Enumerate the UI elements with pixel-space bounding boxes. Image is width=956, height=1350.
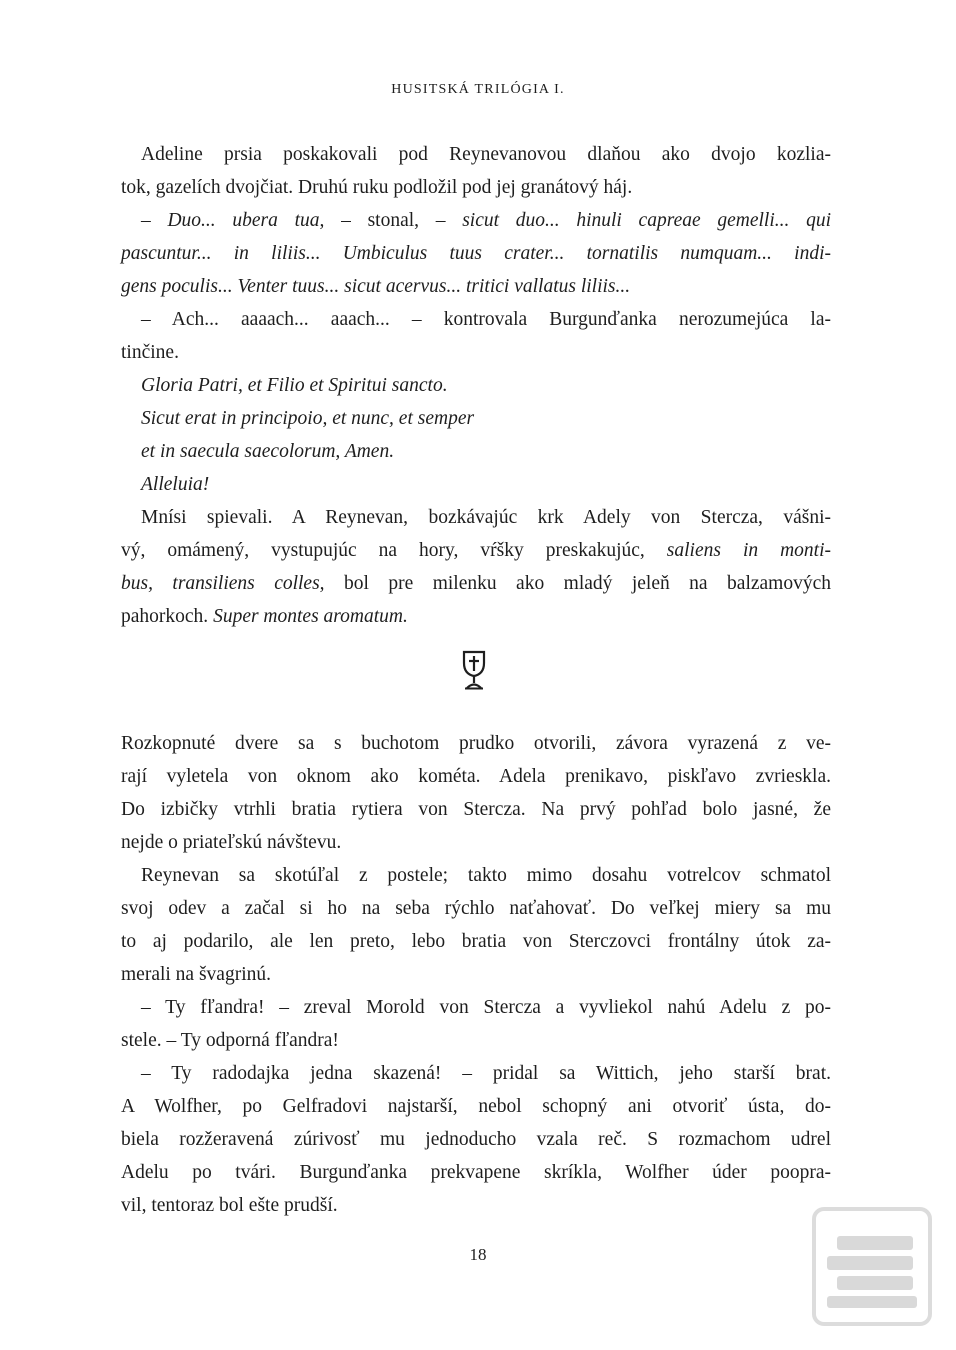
text-line [121, 501, 831, 534]
text-run: pahorkoch. [121, 606, 214, 627]
page-number: 18 [469, 1245, 487, 1264]
text-line [121, 1090, 831, 1123]
text-run: – Ach... aaaach... aaach... – kontrovala Burgunďanka nerozumejúca la- [141, 309, 831, 330]
text-line [121, 435, 831, 468]
text-line [121, 826, 831, 859]
text-run: Adelu po tvári. Burgunďanka prekvapene skríkla, Wolfher úder poopra- [121, 1162, 831, 1183]
text-run: sicut duo... hinuli capreae gemelli... qui [462, 210, 831, 231]
text-run: – stonal, – [324, 210, 463, 231]
text-line [121, 1123, 831, 1156]
text-block-top [121, 138, 831, 633]
text-line [121, 534, 831, 567]
text-line [121, 1156, 831, 1189]
text-run: bol pre milenku ako mladý jeleň na balzamových [324, 573, 831, 594]
text-run: pascuntur... in liliis... Umbiculus tuus crater... tornatilis numquam... indi- [121, 243, 831, 264]
text-line [121, 270, 831, 303]
text-run: – Ty radodajka jedna skazená! – pridal sa Wittich, jeho starší brat. [141, 1063, 831, 1084]
text-line [121, 204, 831, 237]
text-run: to aj podarilo, ale len preto, lebo bratia von Sterczovci frontálny útok za- [121, 931, 831, 952]
text-line [121, 892, 831, 925]
text-run: rají vyletela von oknom ako kométa. Adela prenikavo, piskľavo zvrieskla. [121, 766, 831, 787]
text-run: saliens in monti- [666, 540, 832, 561]
text-run: vý, omámený, vystupujúc na hory, vŕšky preskakujúc, [121, 540, 667, 561]
text-run: Sicut erat in principoio, et nunc, et semper [141, 408, 475, 429]
book-stack-icon [811, 1206, 933, 1327]
text-line [121, 468, 831, 501]
text-line [121, 1024, 831, 1057]
text-run: vil, tentoraz bol ešte prudší. [121, 1195, 338, 1216]
text-line [121, 958, 831, 991]
text-line [121, 336, 831, 369]
text-line [121, 727, 831, 760]
running-header: HUSITSKÁ TRILÓGIA I. [391, 82, 565, 97]
text-run: – Ty fľandra! – zreval Morold von Stercza a vyvliekol nahú Adelu z po- [141, 997, 831, 1018]
text-run: Alleluia! [141, 474, 210, 495]
text-run: Do izbičky vtrhli bratia rytiera von Stercza. Na prvý pohľad bolo jasné, že [121, 799, 831, 820]
text-run: biela rozžeravená zúrivosť mu jednoducho vzala reč. S rozmachom udrel [121, 1129, 831, 1150]
text-line [121, 1189, 831, 1222]
text-line [121, 859, 831, 892]
text-line [121, 1057, 831, 1090]
text-line [121, 925, 831, 958]
text-run: Reynevan sa skotúľal z postele; takto mimo dosahu votrelcov schmatol [141, 865, 831, 886]
text-line [121, 369, 831, 402]
text-run: tok, gazelích dvojčiat. Druhú ruku podložil pod jej granátový háj. [121, 177, 633, 198]
text-line [121, 760, 831, 793]
text-run: Gloria Patri, et Filio et Spiritui sancto. [141, 375, 448, 396]
text-line [121, 567, 831, 600]
text-line [121, 237, 831, 270]
text-line [121, 793, 831, 826]
text-run: A Wolfher, po Gelfradovi najstarší, nebol schopný ani otvoriť ústa, do- [121, 1096, 831, 1117]
text-run: Mnísi spievali. A Reynevan, bozkávajúc krk Adely von Stercza, vášni- [141, 507, 831, 528]
text-run: svoj odev a začal si ho na seba rýchlo naťahovať. Do veľkej miery sa mu [121, 898, 831, 919]
text-run: bus, transiliens colles, [121, 573, 325, 594]
text-run: stele. – Ty odporná fľandra! [121, 1030, 339, 1051]
chalice-icon [461, 650, 487, 690]
text-line [121, 138, 831, 171]
text-run: Super montes aromatum. [213, 606, 408, 627]
text-run: merali na švagrinú. [121, 964, 271, 985]
text-run: Rozkopnuté dvere sa s buchotom prudko otvorili, závora vyrazená z ve- [121, 733, 831, 754]
text-run: nejde o priateľskú návštevu. [121, 832, 342, 853]
text-line [121, 600, 831, 633]
text-run: et in saecula saecolorum, Amen. [141, 441, 395, 462]
text-run: Adeline prsia poskakovali pod Reynevanovou dlaňou ako dvojo kozlia- [141, 144, 831, 165]
text-line [121, 171, 831, 204]
text-run: – [141, 210, 168, 231]
text-line [121, 991, 831, 1024]
text-run: tinčine. [121, 342, 179, 363]
text-run: Duo... ubera tua, [167, 210, 325, 231]
text-run: gens poculis... Venter tuus... sicut acervus... tritici vallatus liliis... [121, 276, 631, 297]
text-line [121, 303, 831, 336]
text-block-bottom [121, 727, 831, 1222]
text-line [121, 402, 831, 435]
